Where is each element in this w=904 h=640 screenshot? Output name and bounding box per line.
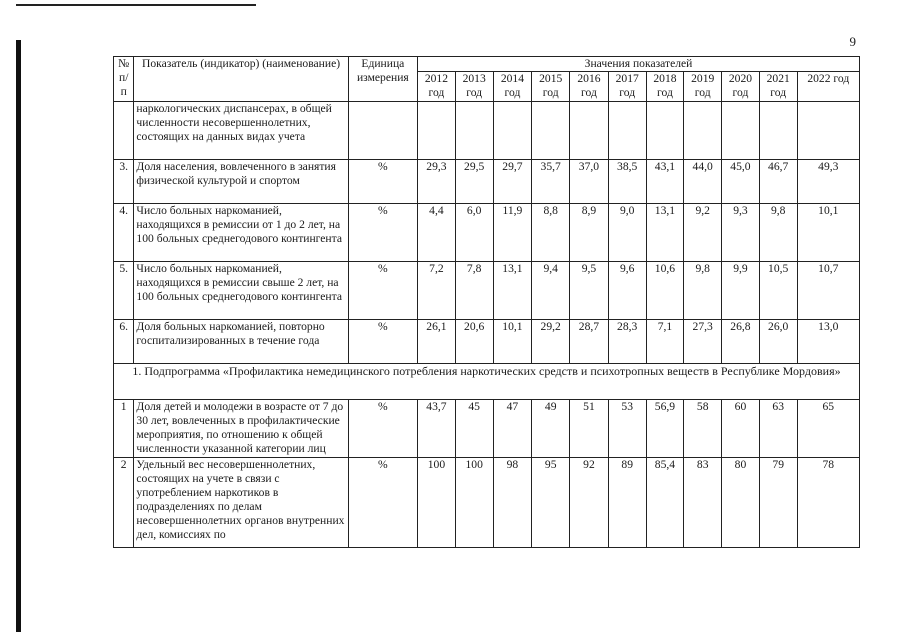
value-cell: 45,0	[722, 160, 760, 204]
value-cell: 78	[797, 458, 859, 548]
value-cell: 9,2	[684, 204, 722, 262]
value-cell: 95	[532, 458, 570, 548]
header-year: 2020 год	[722, 72, 760, 102]
value-cell: 20,6	[455, 320, 493, 364]
table-row	[114, 204, 860, 262]
value-cell: 92	[570, 458, 609, 548]
page-number: 9	[849, 34, 856, 49]
value-cell	[608, 102, 646, 160]
table-row	[114, 102, 860, 160]
row-number: 4.	[114, 204, 134, 262]
table-row	[114, 400, 860, 458]
value-cell: 47	[493, 400, 532, 458]
value-cell: 58	[684, 400, 722, 458]
section-title: 1. Подпрограмма «Профилактика немедицинского потребления наркотических средств и психотропных веществ в Республике Мордовия»	[114, 364, 860, 400]
header-year: 2014 год	[493, 72, 532, 102]
value-cell	[759, 102, 797, 160]
value-cell: 80	[722, 458, 760, 548]
value-cell	[722, 102, 760, 160]
header-year: 2017 год	[608, 72, 646, 102]
value-cell: 8,8	[532, 204, 570, 262]
value-cell: 98	[493, 458, 532, 548]
value-cell	[684, 102, 722, 160]
value-cell: 38,5	[608, 160, 646, 204]
header-year: 2021 год	[759, 72, 797, 102]
value-cell	[418, 102, 456, 160]
value-cell: 26,0	[759, 320, 797, 364]
value-cell: 9,4	[532, 262, 570, 320]
value-cell: 45	[455, 400, 493, 458]
value-cell: 56,9	[646, 400, 684, 458]
value-cell: 85,4	[646, 458, 684, 548]
value-cell: 29,7	[493, 160, 532, 204]
header-year: 2019 год	[684, 72, 722, 102]
value-cell: 13,1	[646, 204, 684, 262]
value-cell: 9,9	[722, 262, 760, 320]
value-cell	[797, 102, 859, 160]
value-cell: 49	[532, 400, 570, 458]
value-cell: 7,1	[646, 320, 684, 364]
table-row	[114, 320, 860, 364]
row-number: 2	[114, 458, 134, 548]
value-cell: 46,7	[759, 160, 797, 204]
value-cell: 26,8	[722, 320, 760, 364]
value-cell: 51	[570, 400, 609, 458]
row-number: 5.	[114, 262, 134, 320]
value-cell: 100	[455, 458, 493, 548]
header-year: 2016 год	[570, 72, 609, 102]
value-cell: 27,3	[684, 320, 722, 364]
scan-edge-top	[16, 4, 256, 6]
value-cell: 43,1	[646, 160, 684, 204]
value-cell: 28,7	[570, 320, 609, 364]
value-cell: 29,5	[455, 160, 493, 204]
indicators-table	[113, 56, 860, 548]
header-year: 2015 год	[532, 72, 570, 102]
unit-cell: %	[348, 204, 417, 262]
indicator-name: Доля населения, вовлеченного в занятия физической культурой и спортом	[134, 160, 348, 204]
value-cell: 60	[722, 400, 760, 458]
unit-cell: %	[348, 262, 417, 320]
value-cell	[455, 102, 493, 160]
row-number: 1	[114, 400, 134, 458]
value-cell: 26,1	[418, 320, 456, 364]
header-indicator: Показатель (индикатор) (наименование)	[134, 57, 348, 102]
value-cell: 79	[759, 458, 797, 548]
value-cell: 10,6	[646, 262, 684, 320]
table-row	[114, 262, 860, 320]
header-year: 2012 год	[418, 72, 456, 102]
value-cell: 9,8	[759, 204, 797, 262]
header-num: № п/п	[114, 57, 134, 102]
value-cell: 100	[418, 458, 456, 548]
header-year: 2013 год	[455, 72, 493, 102]
header-year: 2022 год	[797, 72, 859, 102]
indicator-name: Удельный вес несовершеннолетних, состоящих на учете в связи с употреблением наркотиков в подразделениях по делам несовершеннолетних органов внутренних дел, комиссиях по	[134, 458, 348, 548]
indicator-name: Доля детей и молодежи в возрасте от 7 до 30 лет, вовлеченных в профилактические мероприятия, по отношению к общей численности указанной категории лиц	[134, 400, 348, 458]
row-number	[114, 102, 134, 160]
value-cell	[532, 102, 570, 160]
row-number: 3.	[114, 160, 134, 204]
scan-edge-left	[16, 40, 21, 632]
value-cell: 29,2	[532, 320, 570, 364]
value-cell: 10,5	[759, 262, 797, 320]
value-cell	[646, 102, 684, 160]
value-cell: 10,1	[797, 204, 859, 262]
value-cell: 9,3	[722, 204, 760, 262]
value-cell: 49,3	[797, 160, 859, 204]
value-cell: 89	[608, 458, 646, 548]
value-cell: 13,0	[797, 320, 859, 364]
indicator-name: наркологических диспансерах, в общей численности несовершеннолетних, состоящих на данных видах учета	[134, 102, 348, 160]
value-cell: 7,8	[455, 262, 493, 320]
value-cell: 43,7	[418, 400, 456, 458]
value-cell	[570, 102, 609, 160]
value-cell: 8,9	[570, 204, 609, 262]
row-number: 6.	[114, 320, 134, 364]
value-cell: 10,1	[493, 320, 532, 364]
value-cell: 35,7	[532, 160, 570, 204]
value-cell: 4,4	[418, 204, 456, 262]
header-unit: Единица измерения	[348, 57, 417, 102]
value-cell: 53	[608, 400, 646, 458]
value-cell: 9,0	[608, 204, 646, 262]
indicator-name: Число больных наркоманией, находящихся в ремиссии свыше 2 лет, на 100 больных среднегодового контингента	[134, 262, 348, 320]
indicator-name: Доля больных наркоманией, повторно госпитализированных в течение года	[134, 320, 348, 364]
header-year: 2018 год	[646, 72, 684, 102]
value-cell: 10,7	[797, 262, 859, 320]
value-cell: 11,9	[493, 204, 532, 262]
table-row	[114, 160, 860, 204]
value-cell: 6,0	[455, 204, 493, 262]
value-cell: 65	[797, 400, 859, 458]
value-cell: 9,6	[608, 262, 646, 320]
value-cell: 44,0	[684, 160, 722, 204]
table-row	[114, 458, 860, 548]
value-cell: 9,8	[684, 262, 722, 320]
value-cell: 28,3	[608, 320, 646, 364]
header-values: Значения показателей	[418, 57, 860, 72]
value-cell: 7,2	[418, 262, 456, 320]
value-cell: 63	[759, 400, 797, 458]
value-cell: 13,1	[493, 262, 532, 320]
value-cell: 37,0	[570, 160, 609, 204]
unit-cell: %	[348, 400, 417, 458]
value-cell	[493, 102, 532, 160]
value-cell: 83	[684, 458, 722, 548]
unit-cell: %	[348, 320, 417, 364]
unit-cell	[348, 102, 417, 160]
unit-cell: %	[348, 160, 417, 204]
value-cell: 29,3	[418, 160, 456, 204]
value-cell: 9,5	[570, 262, 609, 320]
unit-cell: %	[348, 458, 417, 548]
indicator-name: Число больных наркоманией, находящихся в ремиссии от 1 до 2 лет, на 100 больных среднегодового контингента	[134, 204, 348, 262]
